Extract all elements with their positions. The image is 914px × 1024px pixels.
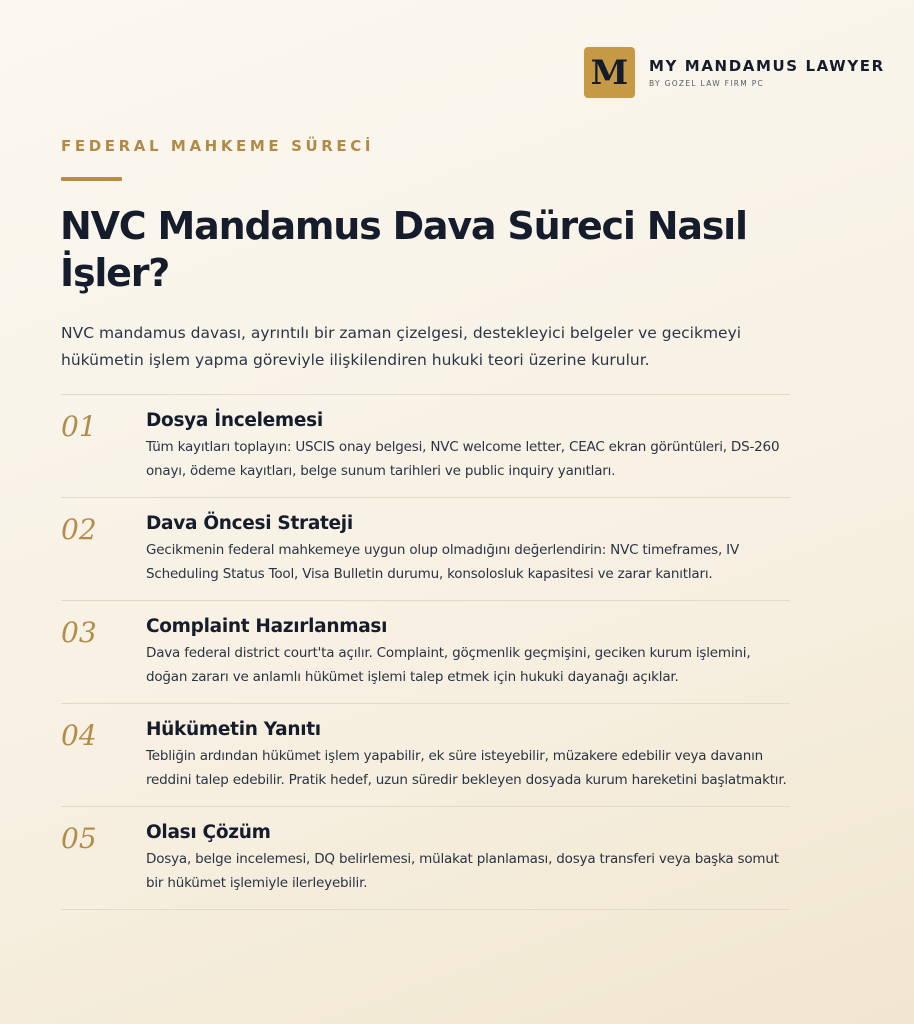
brand-logo[interactable] xyxy=(584,47,885,98)
step-number: 02 xyxy=(61,513,97,546)
process-steps-list xyxy=(61,394,790,910)
step-title: Complaint Hazırlanması xyxy=(146,616,388,637)
brand-mark-icon: M xyxy=(584,47,635,98)
step-title: Dosya İncelemesi xyxy=(146,410,323,431)
step-title: Olası Çözüm xyxy=(146,822,271,843)
brand-text xyxy=(649,57,885,88)
step-item xyxy=(61,395,790,498)
step-description: Tüm kayıtları toplayın: USCIS onay belgesi, NVC welcome letter, CEAC ekran görüntüleri, DS-260 onayı, ödeme kayıtları, belge sunum tarihleri ve public inquiry yanıtları. xyxy=(146,439,780,479)
step-description: Gecikmenin federal mahkemeye uygun olup olmadığını değerlendirin: NVC timeframes, IV Scheduling Status Tool, Visa Bulletin durumu, konsolosluk kapasitesi ve zarar kanıtları. xyxy=(146,542,739,582)
step-title: Hükümetin Yanıtı xyxy=(146,719,321,740)
step-description: Dosya, belge incelemesi, DQ belirlemesi, mülakat planlaması, dosya transferi veya başka somut bir hükümet işlemiyle ilerleyebilir. xyxy=(146,851,779,891)
page-title: NVC Mandamus Dava Süreci Nasıl İşler? xyxy=(60,204,747,295)
eyebrow-divider xyxy=(61,177,122,181)
step-item xyxy=(61,704,790,807)
step-number: 04 xyxy=(61,719,97,752)
brand-subtitle: BY GOZEL LAW FIRM PC xyxy=(649,79,765,88)
step-item xyxy=(61,601,790,704)
brand-name: MY MANDAMUS LAWYER xyxy=(649,57,885,75)
section-eyebrow: FEDERAL MAHKEME SÜRECİ xyxy=(61,137,375,155)
step-number: 03 xyxy=(61,616,97,649)
step-description: Tebliğin ardından hükümet işlem yapabilir, ek süre isteyebilir, müzakere edebilir veya davanın reddini talep edebilir. Pratik hedef, uzun süredir bekleyen dosyada kurum hareketini başlatmaktır. xyxy=(146,748,787,788)
step-number: 01 xyxy=(61,410,97,443)
step-item xyxy=(61,807,790,910)
step-description: Dava federal district court'ta açılır. Complaint, göçmenlik geçmişini, geciken kurum işlemini, doğan zararı ve anlamlı hükümet işlemi talep etmek için hukuki dayanağı açıklar. xyxy=(146,645,751,685)
step-item xyxy=(61,498,790,601)
intro-paragraph: NVC mandamus davası, ayrıntılı bir zaman çizelgesi, destekleyici belgeler ve gecikmeyi hükümetin işlem yapma göreviyle ilişkilendiren hukuki teori üzerine kurulur. xyxy=(61,324,742,369)
step-number: 05 xyxy=(61,822,97,855)
step-title: Dava Öncesi Strateji xyxy=(146,513,353,534)
